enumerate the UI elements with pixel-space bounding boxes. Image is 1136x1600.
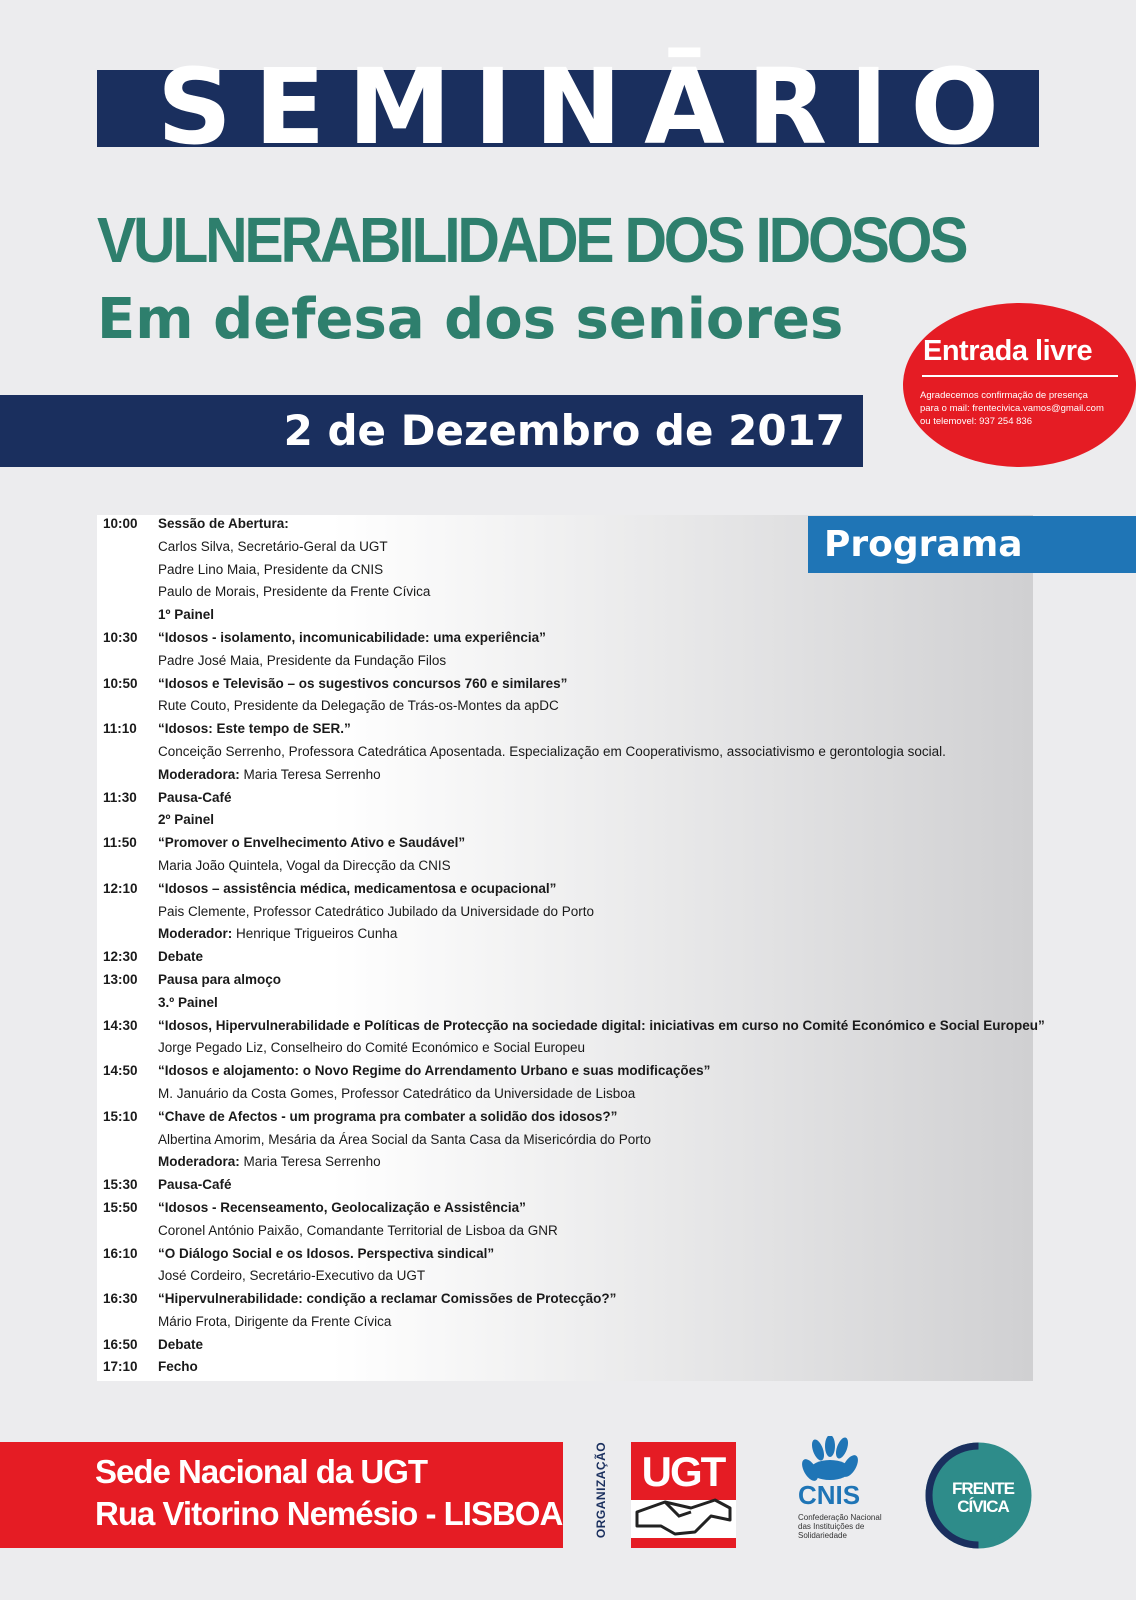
schedule-time: 11:50 [103, 835, 137, 851]
schedule-item-text: “O Diálogo Social e os Idosos. Perspectiva sindical” [158, 1245, 495, 1261]
schedule-time: 11:30 [103, 789, 137, 805]
schedule-row [103, 1129, 1033, 1152]
schedule-item [158, 536, 388, 559]
schedule-item-text: “Idosos: Este tempo de SER.” [158, 721, 351, 737]
schedule-row [103, 536, 1033, 559]
schedule-item-text: “Idosos - isolamento, incomunicabilidade: uma experiência” [158, 629, 546, 645]
schedule-time: 16:10 [103, 1245, 138, 1261]
schedule-item-text: “Chave de Afectos - um programa pra combater a solidão dos idosos?” [158, 1108, 618, 1124]
cnis-subtitle-2: das Instituições de [798, 1522, 865, 1531]
schedule-row [103, 741, 1033, 764]
organization-label-text: ORGANIZAÇÃO [594, 1441, 608, 1539]
rsvp-email[interactable]: para o mail: frentecivica.vamos@gmail.com [920, 403, 1104, 414]
schedule-list [103, 513, 1045, 1379]
schedule-item-text: M. Januário da Costa Gomes, Professor Catedrático da Universidade de Lisboa [158, 1085, 636, 1101]
schedule-item [158, 673, 567, 696]
schedule-row [103, 1174, 1033, 1197]
schedule-row [103, 673, 1033, 696]
schedule-item-text: 1º Painel [158, 607, 214, 623]
schedule-item-text: Fecho [158, 1359, 198, 1375]
schedule-item [158, 1288, 616, 1311]
schedule-item-text: Pais Clemente, Professor Catedrático Jubilado da Universidade do Porto [158, 903, 594, 919]
schedule-item [158, 878, 556, 901]
schedule-item-text: Carlos Silva, Secretário-Geral da UGT [158, 538, 388, 554]
free-entry-info [920, 389, 1104, 428]
schedule-row [103, 855, 1033, 878]
schedule-time: 16:50 [103, 1336, 138, 1352]
seminario-letter: I [849, 46, 889, 168]
schedule-item [158, 901, 594, 924]
seminario-letter: N [534, 46, 622, 168]
seminario-title [97, 46, 1039, 168]
seminario-letter: Ā [644, 46, 725, 168]
schedule-row [103, 513, 1033, 536]
schedule-row [103, 809, 1033, 832]
subtitle: Em defesa dos seniores [97, 287, 844, 352]
schedule-row [103, 992, 1033, 1015]
schedule-item [158, 1106, 617, 1129]
schedule-time: 15:30 [103, 1177, 138, 1193]
schedule-row [103, 695, 1033, 718]
schedule-item-text: 2º Painel [158, 812, 214, 828]
schedule-item [158, 855, 451, 878]
seminario-letter: S [157, 46, 232, 168]
schedule-item-text: Albertina Amorim, Mesária da Área Social da Santa Casa da Misericórdia do Porto [158, 1131, 651, 1147]
schedule-item [158, 513, 289, 536]
schedule-item-text: “Idosos – assistência médica, medicamentosa e ocupacional” [158, 880, 557, 896]
programa-label: Programa [808, 516, 1136, 573]
schedule-row [103, 1106, 1033, 1129]
hands-icon [799, 1436, 861, 1483]
schedule-item-text: José Cordeiro, Secretário-Executivo da UGT [158, 1268, 426, 1284]
ugt-logo [631, 1442, 736, 1548]
schedule-item-text: Padre José Maia, Presidente da Fundação Filos [158, 652, 447, 668]
schedule-item-text: “Idosos e alojamento: o Novo Regime do Arrendamento Urbano e suas modificações” [158, 1063, 711, 1079]
schedule-time: 16:30 [103, 1291, 138, 1307]
schedule-item [158, 1243, 494, 1266]
schedule-item-text: Debate [158, 949, 204, 965]
schedule-item [158, 1151, 381, 1174]
free-entry-divider [922, 375, 1118, 377]
schedule-item [158, 923, 397, 946]
schedule-time: 10:50 [103, 675, 138, 691]
schedule-item [158, 1174, 232, 1197]
rsvp-line: Agradecemos confirmação de presença [920, 390, 1088, 401]
schedule-row [103, 1083, 1033, 1106]
schedule-row [103, 650, 1033, 673]
schedule-time: 14:30 [103, 1017, 138, 1033]
schedule-time: 12:10 [103, 880, 138, 896]
schedule-item-text: “Idosos, Hipervulnerabilidade e Políticas de Protecção na sociedade digital: iniciativas em curso no Comité Económico e Social Europeu” [158, 1017, 1045, 1033]
schedule-row [103, 923, 1033, 946]
schedule-time: 11:10 [103, 721, 137, 737]
schedule-item-text: “Idosos - Recenseamento, Geolocalização e Assistência” [158, 1199, 526, 1215]
schedule-row [103, 764, 1033, 787]
schedule-item-text: Conceição Serrenho, Professora Catedrática Aposentada. Especialização em Cooperativismo, associativismo e gerontologia social. [158, 743, 946, 759]
organization-label [590, 1430, 612, 1550]
schedule-time: 10:30 [103, 629, 138, 645]
schedule-item [158, 741, 946, 764]
schedule-row [103, 1197, 1033, 1220]
schedule-item [158, 1060, 710, 1083]
schedule-item [158, 1015, 1045, 1038]
cnis-logo-text: CNIS [798, 1480, 861, 1510]
schedule-item-text: Coronel António Paixão, Comandante Territorial de Lisboa da GNR [158, 1222, 558, 1238]
schedule-row [103, 1356, 1033, 1379]
schedule-item [158, 764, 381, 787]
moderator-label: Moderadora: [158, 1154, 240, 1170]
cnis-subtitle-3: Solidariedade [798, 1531, 847, 1540]
cnis-logo [790, 1436, 900, 1548]
schedule-item [158, 604, 214, 627]
schedule-item [158, 992, 218, 1015]
schedule-item [158, 809, 214, 832]
schedule-item [158, 1311, 391, 1334]
schedule-row [103, 1060, 1033, 1083]
seminario-letter: E [254, 46, 326, 168]
free-entry-title: Entrada livre [923, 335, 1093, 367]
schedule-row [103, 559, 1033, 582]
schedule-row [103, 832, 1033, 855]
venue-name: Sede Nacional da UGT [95, 1453, 428, 1490]
schedule-item-text: Padre Lino Maia, Presidente da CNIS [158, 561, 384, 577]
seminario-letter: O [910, 46, 999, 168]
schedule-time: 10:00 [103, 516, 138, 531]
schedule-row [103, 1334, 1033, 1357]
schedule-item [158, 718, 351, 741]
main-title: VULNERABILIDADE DOS IDOSOS [97, 204, 966, 276]
ugt-logo-text: UGT [641, 1448, 725, 1495]
schedule-item [158, 1334, 203, 1357]
schedule-row [103, 581, 1033, 604]
moderator-label: Moderadora: [158, 766, 240, 782]
schedule-item [158, 627, 546, 650]
schedule-item-text: Pausa para almoço [158, 971, 282, 987]
schedule-item-text: Mário Frota, Dirigente da Frente Cívica [158, 1313, 392, 1329]
schedule-time: 12:30 [103, 949, 138, 965]
schedule-item [158, 559, 383, 582]
schedule-row [103, 1151, 1033, 1174]
schedule-item-text: “Idosos e Televisão – os sugestivos concursos 760 e similares” [158, 675, 568, 691]
frente-civica-logo [925, 1442, 1032, 1549]
schedule-item-text: Maria Teresa Serrenho [239, 1154, 381, 1170]
schedule-time: 15:50 [103, 1199, 138, 1215]
schedule-row [103, 1220, 1033, 1243]
schedule-row [103, 787, 1033, 810]
frente-logo-text-1: FRENTE [952, 1479, 1014, 1498]
schedule-item-text: Maria João Quintela, Vogal da Direcção da CNIS [158, 857, 451, 873]
cnis-subtitle-1: Confederação Nacional [798, 1513, 882, 1522]
moderator-label: Moderador: [158, 926, 233, 942]
schedule-item [158, 1197, 526, 1220]
schedule-row [103, 604, 1033, 627]
free-entry-badge [903, 303, 1136, 467]
frente-logo-text-2: CÍVICA [957, 1497, 1009, 1516]
schedule-row [103, 1288, 1033, 1311]
schedule-row [103, 969, 1033, 992]
schedule-time: 15:10 [103, 1108, 138, 1124]
schedule-item-text: Jorge Pegado Liz, Conselheiro do Comité Económico e Social Europeu [158, 1040, 585, 1056]
schedule-row [103, 946, 1033, 969]
schedule-row [103, 1243, 1033, 1266]
schedule-item-text: Maria Teresa Serrenho [239, 766, 381, 782]
schedule-item [158, 1129, 651, 1152]
schedule-time: 14:50 [103, 1063, 138, 1079]
schedule-row [103, 1265, 1033, 1288]
schedule-row [103, 1015, 1045, 1038]
schedule-row [103, 718, 1033, 741]
schedule-item [158, 1220, 558, 1243]
schedule-item-text: Paulo de Morais, Presidente da Frente Cívica [158, 584, 431, 600]
seminario-letter: R [746, 46, 828, 168]
schedule-item-text: Pausa-Café [158, 1177, 232, 1193]
schedule-time: 13:00 [103, 971, 138, 987]
seminario-letter: I [473, 46, 513, 168]
schedule-item-text: “Hipervulnerabilidade: condição a reclamar Comissões de Protecção?” [158, 1291, 617, 1307]
schedule-item [158, 1265, 425, 1288]
schedule-row [103, 627, 1033, 650]
schedule-item [158, 1083, 635, 1106]
schedule-item [158, 1037, 585, 1060]
schedule-row [103, 878, 1033, 901]
schedule-item-text: 3.º Painel [158, 994, 218, 1010]
schedule-item [158, 581, 430, 604]
schedule-row [103, 901, 1033, 924]
rsvp-phone[interactable]: ou telemovel: 937 254 836 [920, 416, 1032, 427]
venue-address: Rua Vitorino Nemésio - LISBOA [95, 1495, 563, 1532]
schedule-item-text: Debate [158, 1336, 204, 1352]
schedule-row [103, 1311, 1033, 1334]
schedule-item [158, 787, 232, 810]
schedule-item-text: Sessão de Abertura: [158, 516, 289, 531]
schedule-item [158, 1356, 198, 1379]
schedule-item [158, 650, 446, 673]
schedule-item [158, 832, 465, 855]
schedule-row [103, 1037, 1033, 1060]
schedule-item [158, 946, 203, 969]
schedule-item-text: Rute Couto, Presidente da Delegação de Trás-os-Montes da apDC [158, 698, 559, 714]
schedule-item-text: “Promover o Envelhecimento Ativo e Saudável” [158, 835, 466, 851]
schedule-item [158, 969, 281, 992]
seminario-letter: M [347, 46, 452, 168]
schedule-item [158, 695, 559, 718]
schedule-item-text: Pausa-Café [158, 789, 232, 805]
schedule-time: 17:10 [103, 1359, 138, 1375]
event-date: 2 de Dezembro de 2017 [283, 406, 845, 455]
schedule-item-text: Henrique Trigueiros Cunha [232, 926, 398, 942]
